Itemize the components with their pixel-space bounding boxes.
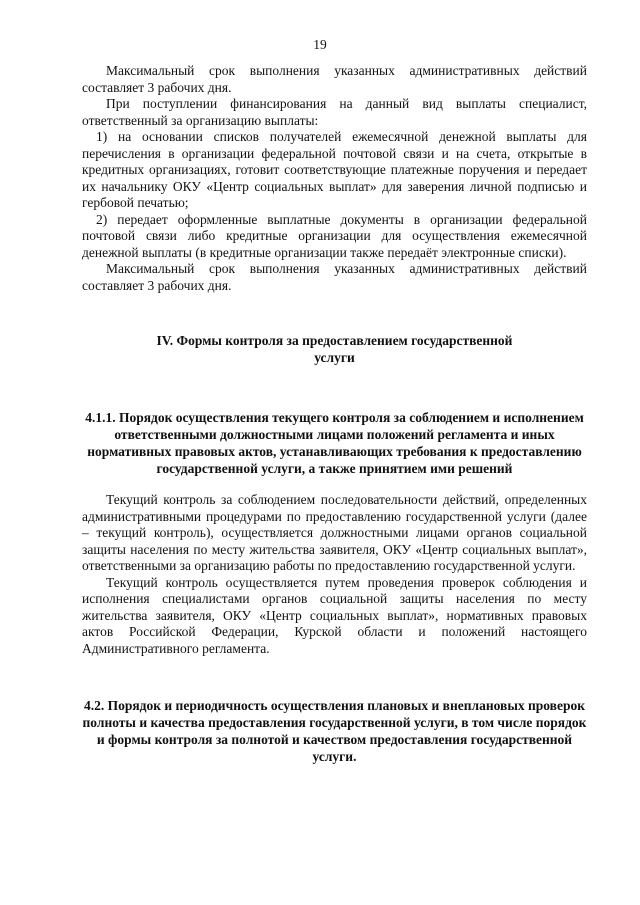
section-title-line1: IV. Формы контроля за предоставлением государственной	[156, 333, 513, 348]
section-title-line2: услуги	[314, 350, 355, 365]
subsection-heading-4-1-1: 4.1.1. Порядок осуществления текущего контроля за соблюдением и исполнением ответственными должностными лицами положений регламента и иных нормативных правовых актов, устанавливающих требования к предоставлению государственной услуги, а также принятием ими решений	[85, 410, 584, 476]
document-body	[82, 63, 587, 765]
paragraph-current-control: Текущий контроль за соблюдением последовательности действий, определенных административными процедурами по предоставлению государственной услуги (далее – текущий контроль), осуществляется должностными лицами органов социальной защиты населения по месту жительства заявителя, ОКУ «Центр социальных выплат», ответственными за организацию работы по предоставлению государственной услуги.	[82, 492, 587, 573]
list-item-2: 2) передает оформленные выплатные документы в организации федеральной почтовой связи либо кредитные организации для осуществления ежемесячной денежной выплаты (в кредитные организации также передаёт электронные списки).	[82, 211, 587, 260]
paragraph-deadline-1: Максимальный срок выполнения указанных административных действий составляет 3 рабочих дня.	[82, 63, 587, 95]
paragraph-current-control-checks: Текущий контроль осуществляется путем проведения проверок соблюдения и исполнения специалистами органов социальной защиты населения по месту жительства заявителя, ОКУ «Центр социальных выплат», нормативных правовых актов Российской Федерации, Курской области и положений настоящего Административного регламента.	[82, 574, 587, 656]
page-number: 19	[313, 37, 327, 52]
paragraph-deadline-2: Максимальный срок выполнения указанных административных действий составляет 3 рабочих дня.	[82, 261, 587, 293]
paragraph-funding: При поступлении финансирования на данный вид выплаты специалист, ответственный за организацию выплаты:	[82, 96, 587, 128]
subsection-heading-4-2: 4.2. Порядок и периодичность осуществления плановых и внеплановых проверок полноты и качества предоставления государственной услуги, в том числе порядок и формы контроля за полнотой и качеством предоставления государственной услуги.	[82, 698, 587, 764]
section-title	[82, 332, 587, 366]
list-item-1: 1) на основании списков получателей ежемесячной денежной выплаты для перечисления в организации федеральной почтовой связи и на счета, открытые в кредитных организациях, готовит соответствующие платежные поручения и передает их начальнику ОКУ «Центр социальных выплат» для заверения личной подписью и гербовой печатью;	[82, 129, 587, 210]
